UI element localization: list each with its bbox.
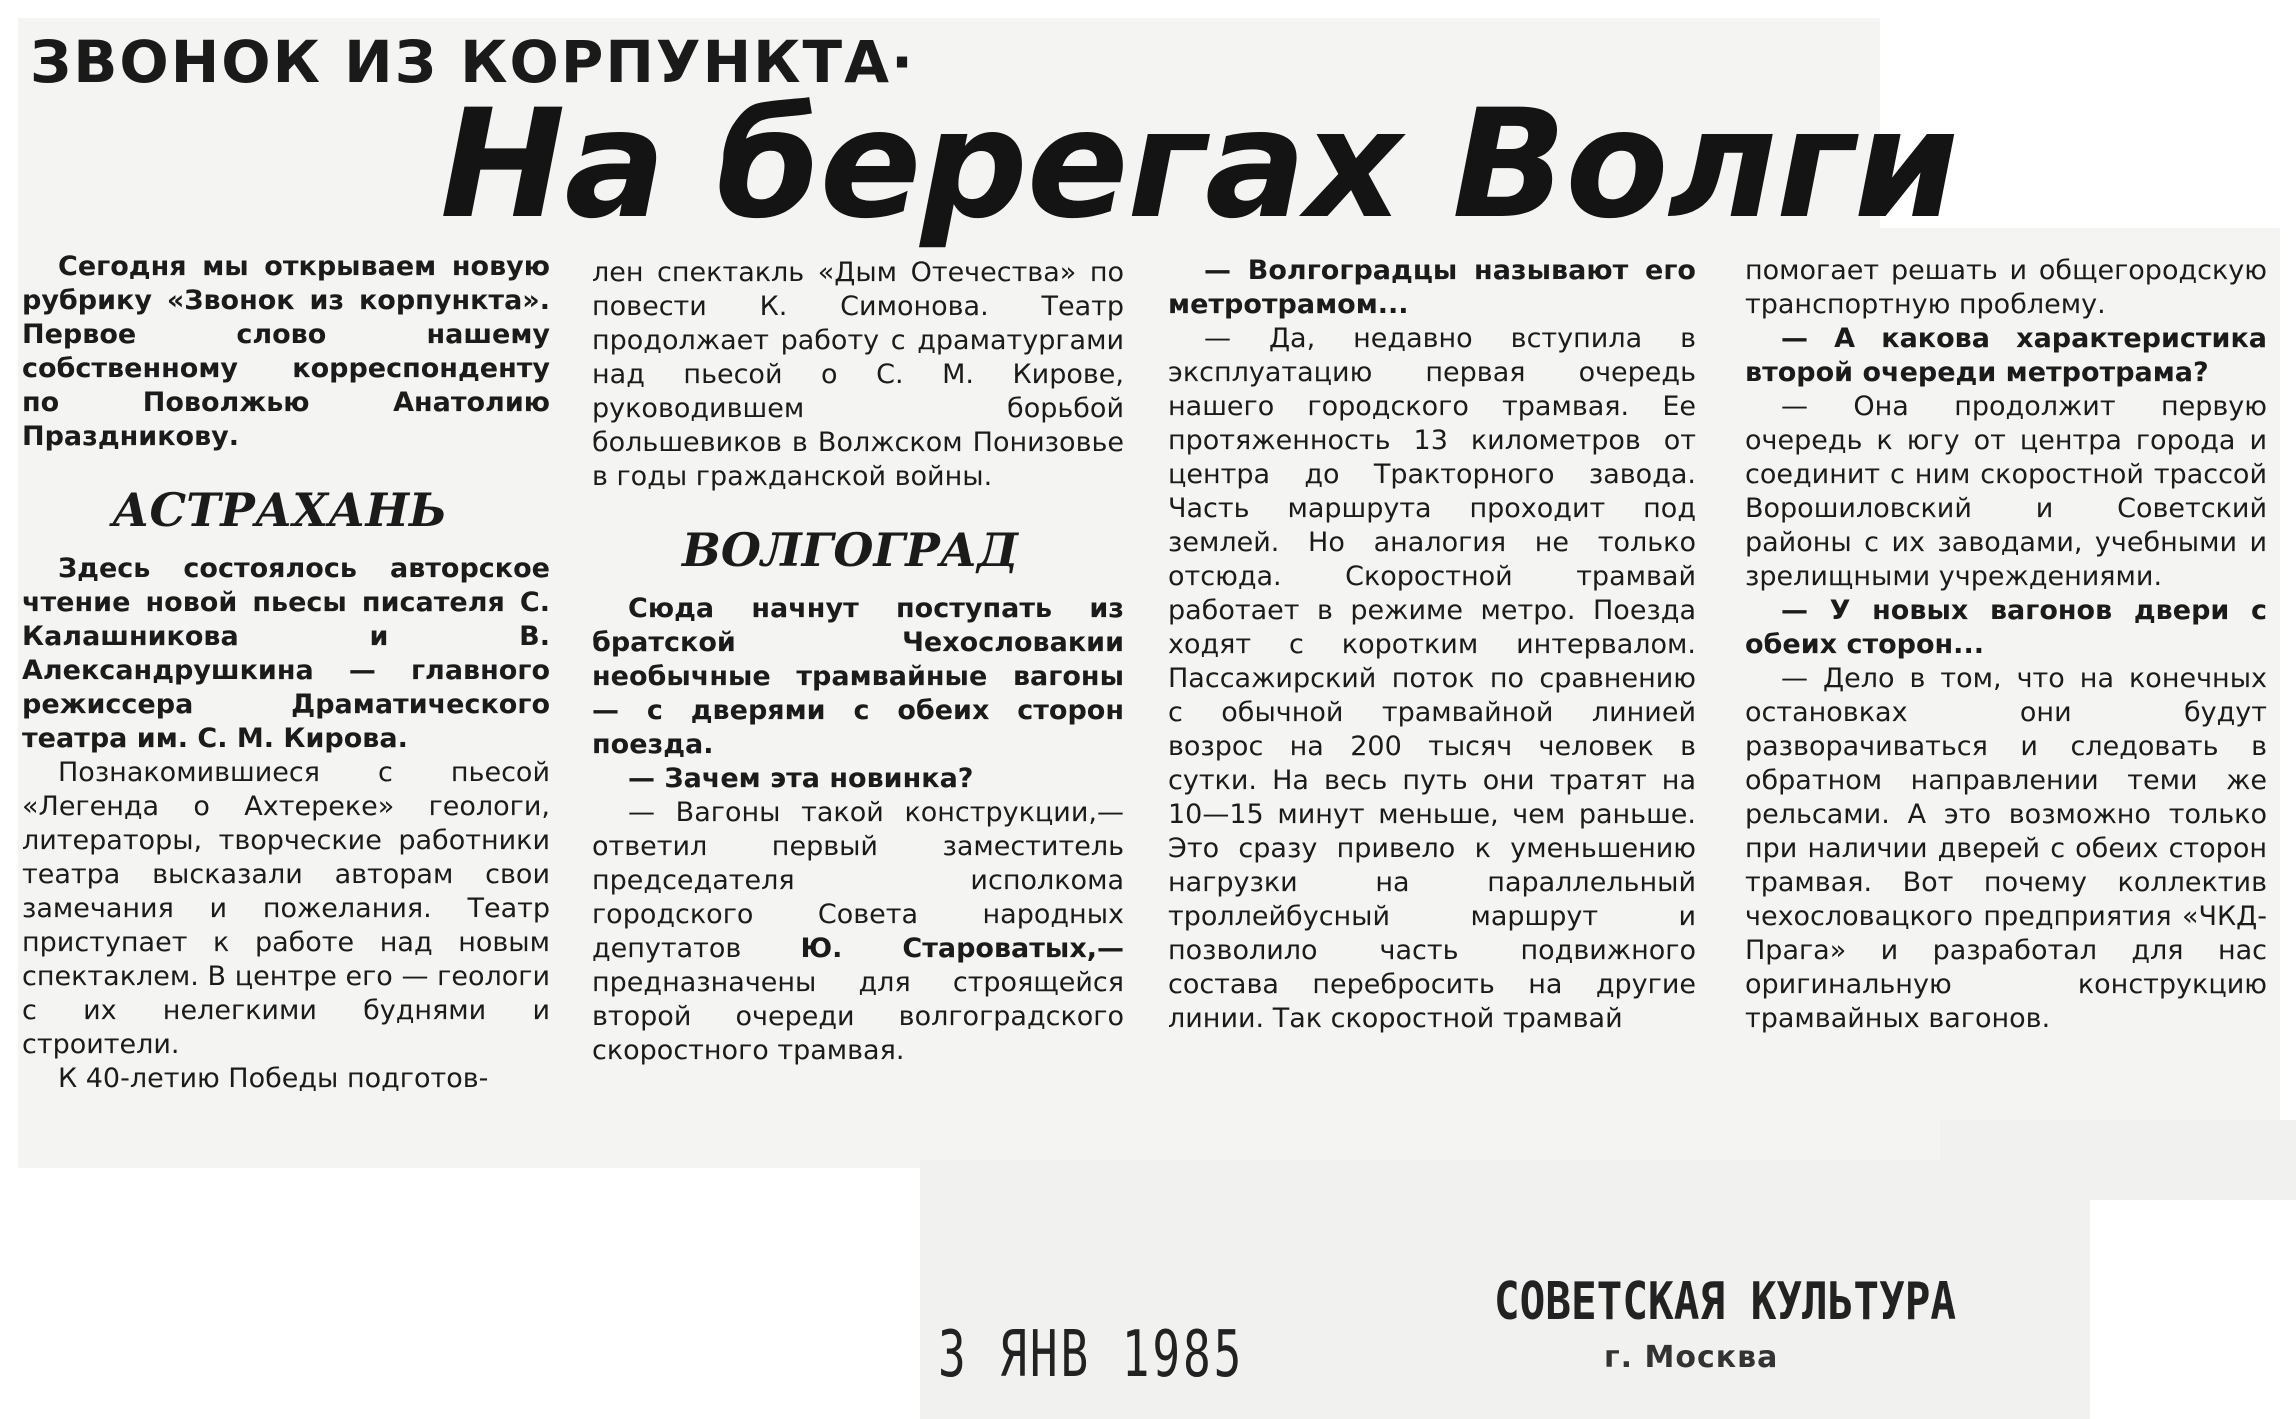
article-column-2	[592, 256, 1124, 1068]
section-heading-astrakhan: АСТРАХАНЬ	[112, 483, 447, 537]
city-stamp: г. Москва	[1604, 1340, 1779, 1375]
clipping-right-strip	[1940, 1120, 2296, 1200]
interview-question: — А какова характеристика второй очереди метротрама?	[1745, 323, 2267, 388]
paragraph: К 40-летию Победы подготов-	[58, 1063, 489, 1094]
interview-answer	[592, 796, 1124, 1068]
interview-answer: — Она продолжит первую очередь к югу от центра города и соединит с ним скоростной трассой Ворошиловский и Советский районы с их заводами, учебными и зрелищными учреждениями.	[1745, 391, 2267, 592]
interview-question: — У новых вагонов двери с обеих сторон...	[1745, 595, 2267, 660]
paragraph: Познакомившиеся с пьесой «Легенда о Ахтереке» геологи, литераторы, творческие работники театра высказали авторам свои замечания и пожелания. Театр приступает к работе над новым спектаклем. В центре его — геологи с их нелегкими буднями и строители.	[22, 757, 550, 1060]
interview-question: — Зачем эта новинка?	[628, 763, 974, 794]
intro-paragraph: Сегодня мы открываем новую рубрику «Звонок из корпункта». Первое слово нашему собственному корреспонденту по Поволжью Анатолию Праздникову.	[22, 251, 550, 452]
article-headline: На берегах Волги	[440, 78, 1958, 252]
answer-text: — Вагоны такой конструкции,— ответил первый заместитель председателя исполкома городского Совета народных депутатов	[592, 797, 1124, 964]
paragraph: помогает решать и общегородскую транспортную проблему.	[1745, 255, 2267, 320]
volgograd-lead: Сюда начнут поступать из братской Чехословакии необычные трамвайные вагоны — с дверями с обеих сторон поезда.	[592, 593, 1124, 760]
article-column-4	[1745, 254, 2267, 1036]
paragraph: лен спектакль «Дым Отечества» по повести К. Симонова. Театр продолжает работу с драматургами над пьесой о С. М. Кирове, руководившем борьбой большевиков в Волжском Понизовье в годы гражданской войны.	[592, 257, 1124, 492]
interview-answer: — Да, недавно вступила в эксплуатацию первая очередь нашего городского трамвая. Ее протяженность 13 километров от центра до Тракторного завода. Часть маршрута проходит под землей. Но аналогия не только отсюда. Скоростной трамвай работает в режиме метро. Поезда ходят с коротким интервалом. Пассажирский поток по сравнению с обычной трамвайной линией возрос на 200 тысяч человек в сутки. На весь путь они тратят на 10—15 минут меньше, чем раньше. Это сразу привело к уменьшению нагрузки на параллельный троллейбусный маршрут и позволило часть подвижного состава перебросить на другие линии. Так скоростной трамвай	[1168, 323, 1696, 1034]
section-heading-volgograd: ВОЛГОГРАД	[682, 523, 1019, 577]
newspaper-name-stamp: СОВЕТСКАЯ КУЛЬТУРА	[1494, 1272, 1957, 1332]
interview-answer: — Дело в том, что на конечных остановках они будут разворачиваться и следовать в обратном направлении теми же рельсами. А это возможно только при наличии дверей с обеих сторон трамвая. Вот почему коллектив чехословацкого предприятия «ЧКД-Прага» и разработал для нас оригинальную конструкцию трамвайных вагонов.	[1745, 663, 2267, 1034]
astrakhan-lead: Здесь состоялось авторское чтение новой пьесы писателя С. Калашникова и В. Александрушкина — главного режиссера Драматического театра им. С. М. Кирова.	[22, 553, 550, 754]
article-column-1	[22, 250, 550, 1096]
interview-question: — Волгоградцы называют его метротрамом...	[1168, 255, 1696, 320]
rubric-title: ЗВОНОК ИЗ КОРПУНКТА·	[30, 28, 916, 96]
article-column-3	[1168, 254, 1696, 1036]
date-stamp: 3 ЯНВ 1985	[938, 1318, 1245, 1392]
answer-text: предназначены для строящейся второй очереди волгоградского скоростного трамвая.	[592, 967, 1124, 1066]
official-name: Ю. Староватых,—	[800, 933, 1124, 964]
